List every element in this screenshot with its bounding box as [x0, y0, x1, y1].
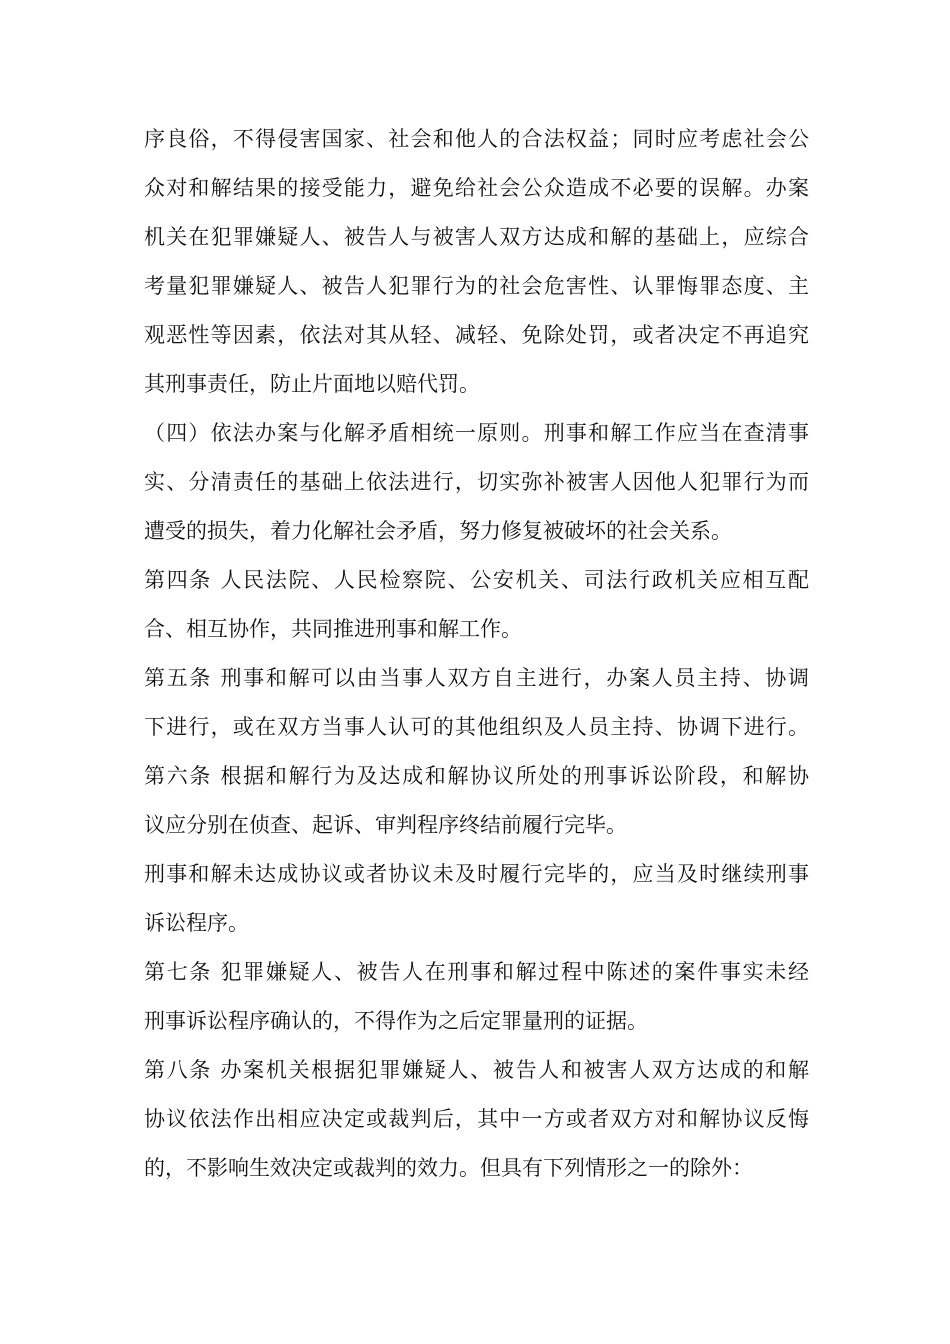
text-line: 第八条 办案机关根据犯罪嫌疑人、被告人和被害人双方达成的和解 — [144, 1058, 809, 1082]
text-line: 机关在犯罪嫌疑人、被告人与被害人双方达成和解的基础上，应综合 — [144, 225, 809, 249]
text-line: 遭受的损失，着力化解社会矛盾，努力修复被破坏的社会关系。 — [144, 519, 732, 543]
text-line: 其刑事责任，防止片面地以赔代罚。 — [144, 372, 480, 396]
text-line: 观恶性等因素，依法对其从轻、减轻、免除处罚，或者决定不再追究 — [144, 323, 809, 347]
text-line: 序良俗，不得侵害国家、社会和他人的合法权益；同时应考虑社会公 — [144, 127, 809, 151]
text-line: 诉讼程序。 — [144, 911, 249, 935]
text-line: 实、分清责任的基础上依法进行，切实弥补被害人因他人犯罪行为而 — [144, 470, 809, 494]
text-line: 协议依法作出相应决定或裁判后，其中一方或者双方对和解协议反悔 — [144, 1107, 809, 1131]
text-line: 刑事和解未达成协议或者协议未及时履行完毕的，应当及时继续刑事 — [144, 862, 809, 886]
text-line: 下进行，或在双方当事人认可的其他组织及人员主持、协调下进行。 — [144, 715, 809, 739]
text-line: 第七条 犯罪嫌疑人、被告人在刑事和解过程中陈述的案件事实未经 — [144, 960, 809, 984]
text-line: 合、相互协作，共同推进刑事和解工作。 — [144, 617, 522, 641]
text-line: 众对和解结果的接受能力，避免给社会公众造成不必要的误解。办案 — [144, 176, 809, 200]
text-line: 第五条 刑事和解可以由当事人双方自主进行，办案人员主持、协调 — [144, 666, 809, 690]
text-line: 刑事诉讼程序确认的，不得作为之后定罪量刑的证据。 — [144, 1009, 648, 1033]
text-line: 第六条 根据和解行为及达成和解协议所处的刑事诉讼阶段，和解协 — [144, 764, 809, 788]
text-line: 议应分别在侦查、起诉、审判程序终结前履行完毕。 — [144, 813, 627, 837]
text-line: 的，不影响生效决定或裁判的效力。但具有下列情形之一的除外： — [144, 1156, 753, 1180]
document-body — [144, 115, 809, 1193]
text-line: （四）依法办案与化解矛盾相统一原则。刑事和解工作应当在查清事 — [144, 421, 809, 445]
text-line: 第四条 人民法院、人民检察院、公安机关、司法行政机关应相互配 — [144, 568, 809, 592]
text-line: 考量犯罪嫌疑人、被告人犯罪行为的社会危害性、认罪悔罪态度、主 — [144, 274, 809, 298]
